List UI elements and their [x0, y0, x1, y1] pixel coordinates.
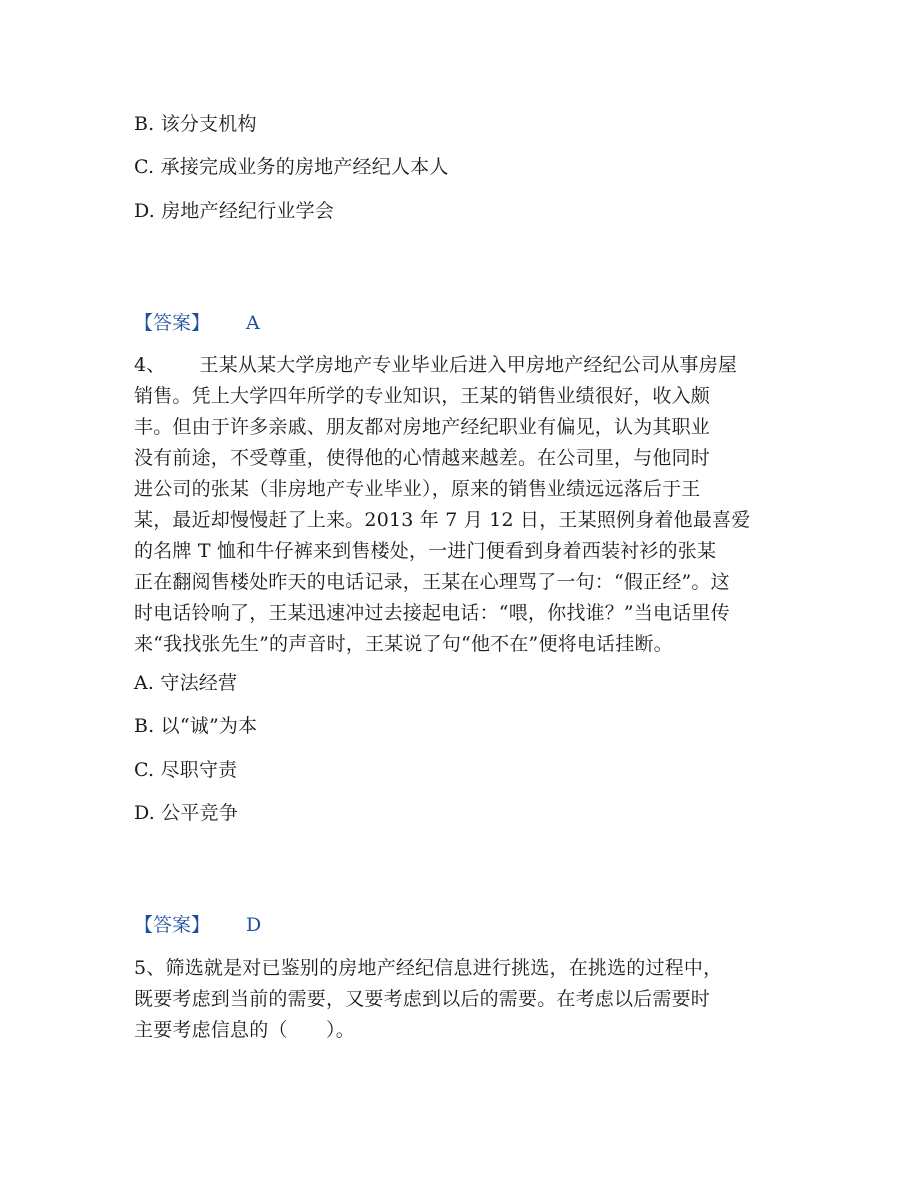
answer-3	[134, 310, 260, 336]
q4-line-5: 进公司的张某（非房地产专业毕业），原来的销售业绩远远落后于王	[134, 478, 701, 500]
q4-option-a: A. 守法经营	[134, 672, 238, 694]
q5-line-2: 既要考虑到当前的需要，又要考虑到以后的需要。在考虑以后需要时	[134, 988, 711, 1010]
q4-line-10: 来“我找张先生”的声音时，王某说了句“他不在”便将电话挂断。	[134, 633, 673, 655]
q4-option-d: D. 公平竞争	[134, 802, 239, 824]
q3-option-d: D. 房地产经纪行业学会	[134, 200, 335, 222]
answer-label: 【答案】	[134, 914, 211, 936]
answer-value: A	[246, 312, 260, 334]
q3-option-c: C. 承接完成业务的房地产经纪人本人	[134, 156, 449, 178]
answer-label: 【答案】	[134, 312, 211, 334]
q3-option-b: B. 该分支机构	[134, 113, 257, 135]
answer-4	[134, 912, 261, 938]
q4-text-line: 王某从某大学房地产专业毕业后进入甲房地产经纪公司从事房屋	[199, 354, 738, 376]
q4-line-4: 没有前途，不受尊重，使得他的心情越来越差。在公司里，与他同时	[134, 447, 711, 469]
q4-option-c: C. 尽职守责	[134, 759, 238, 781]
q4-line-6: 某，最近却慢慢赶了上来。2013 年 7 月 12 日，王某照例身着他最喜爱	[134, 509, 751, 531]
q4-line-1	[134, 352, 737, 378]
q4-line-2: 销售。凭上大学四年所学的专业知识，王某的销售业绩很好，收入颇	[134, 385, 711, 407]
q5-line-3: 主要考虑信息的（ ）。	[134, 1019, 355, 1041]
answer-value: D	[246, 914, 262, 936]
q4-line-8: 正在翻阅售楼处昨天的电话记录，王某在心理骂了一句：“假正经”。这	[134, 571, 730, 593]
q4-option-b: B. 以“诚”为本	[134, 715, 258, 737]
q4-number: 4、	[134, 354, 166, 376]
q4-line-9: 时电话铃响了，王某迅速冲过去接起电话：“喂，你找谁？”当电话里传	[134, 602, 730, 624]
q5-line-1: 5、筛选就是对已鉴别的房地产经纪信息进行挑选，在挑选的过程中，	[134, 957, 723, 979]
q4-line-7: 的名牌 T 恤和牛仔裤来到售楼处，一进门便看到身着西装衬衫的张某	[134, 540, 717, 562]
q4-line-3: 丰。但由于许多亲戚、朋友都对房地产经纪职业有偏见，认为其职业	[134, 416, 711, 438]
